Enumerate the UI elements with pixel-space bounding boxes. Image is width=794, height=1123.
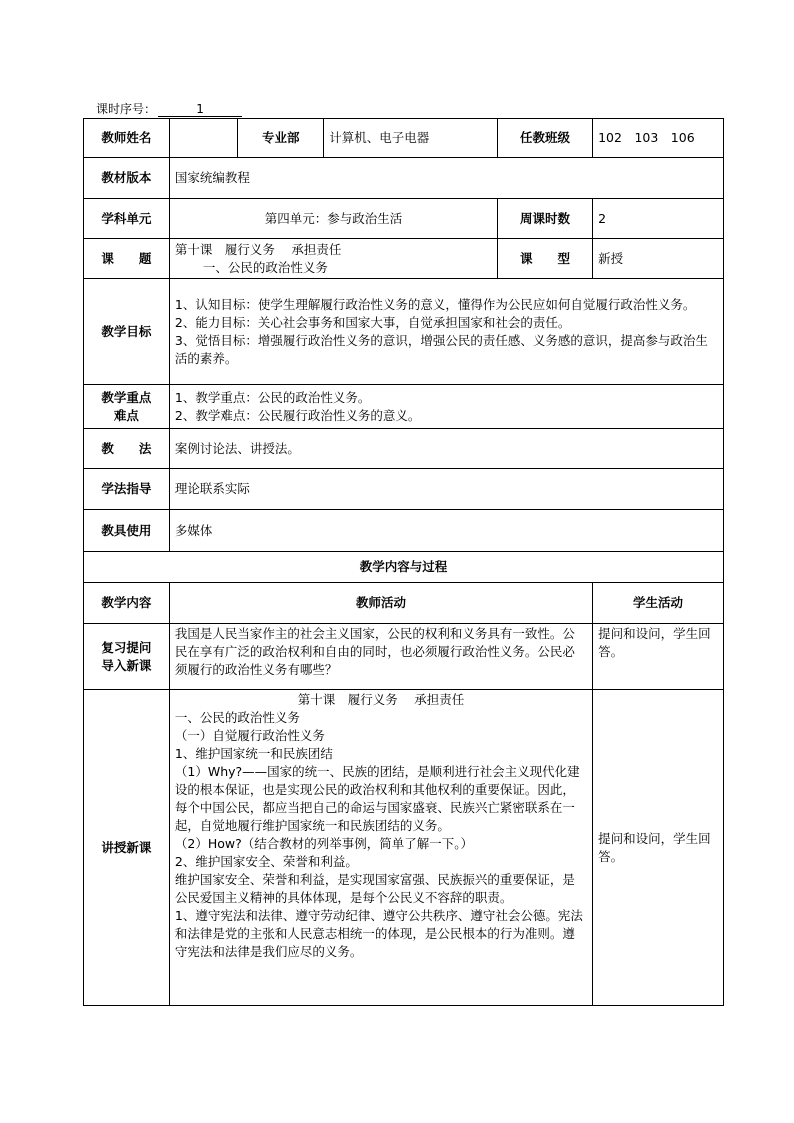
lesson-number-value: 1 xyxy=(158,103,242,117)
unit-label: 学科单元 xyxy=(84,199,170,239)
lesson-number xyxy=(96,100,242,117)
unit-value: 第四单元：参与政治生活 xyxy=(169,199,497,239)
major-value: 计算机、电子电器 xyxy=(324,119,498,158)
keypoints-label-line-2: 难点 xyxy=(113,407,139,423)
lecture-line-7: 维护国家安全、荣誉和利益，是实现国家富强、民族振兴的重要保证，是公民爱国主义精神的具体体现，是每个公民义不容辞的职责。 xyxy=(174,872,575,905)
lecture-title: 第十课 履行义务 承担责任 xyxy=(297,692,465,707)
topic-line-1: 第十课 履行义务 承担责任 xyxy=(174,241,342,257)
method-label: 教 法 xyxy=(84,429,170,469)
goals-label: 教学目标 xyxy=(84,279,170,385)
keypoint-2: 2、教学难点：公民履行政治性义务的意义。 xyxy=(174,407,421,423)
topic-value xyxy=(169,239,497,279)
row-method xyxy=(84,429,724,469)
teacher-label: 教师姓名 xyxy=(84,119,170,158)
col-student-header: 学生活动 xyxy=(593,583,724,624)
tools-value: 多媒体 xyxy=(169,510,723,552)
major-label: 专业部 xyxy=(238,119,324,158)
lecture-line-3: 1、维护国家统一和民族团结 xyxy=(174,746,333,761)
row-teacher xyxy=(84,119,724,158)
row-tools xyxy=(84,510,724,552)
lesson-plan-table xyxy=(83,118,724,1006)
review-student-activity: 提问和设问，学生回答。 xyxy=(593,624,724,690)
lecture-teacher-activity xyxy=(169,690,592,1006)
teacher-value xyxy=(169,119,237,158)
textbook-label: 教材版本 xyxy=(84,158,170,199)
goal-2: 2、能力目标：关心社会事务和国家大事，自觉承担国家和社会的责任。 xyxy=(174,314,571,330)
textbook-value: 国家统编教程 xyxy=(169,158,723,199)
classes-value: 102 103 106 xyxy=(593,119,724,158)
row-topic xyxy=(84,239,724,279)
type-value: 新授 xyxy=(593,239,724,279)
study-label: 学法指导 xyxy=(84,469,170,510)
review-label xyxy=(84,624,170,690)
row-lecture xyxy=(84,690,724,1006)
topic-line-2: 一、公民的政治性义务 xyxy=(202,259,328,275)
section-title: 教学内容与过程 xyxy=(84,552,724,583)
goals-value xyxy=(169,279,723,385)
row-study xyxy=(84,469,724,510)
lecture-line-8: 1、遵守宪法和法律、遵守劳动纪律、遵守公共秩序、遵守社会公德。宪法和法律是党的主张和人民意志相统一的体现，是公民根本的行为准则。遵守宪法和法律是我们应尽的义务。 xyxy=(174,908,583,959)
goal-1: 1、认知目标：使学生理解履行政治性义务的意义，懂得作为公民应如何自觉履行政治性义务。 xyxy=(174,296,696,312)
keypoints-label-line-1: 教学重点 xyxy=(101,389,152,405)
row-textbook xyxy=(84,158,724,199)
review-teacher-activity: 我国是人民当家作主的社会主义国家，公民的权利和义务具有一致性。公民在享有广泛的政治权利和自由的同时，也必须履行政治性义务。公民必须履行的政治性义务有哪些？ xyxy=(169,624,592,690)
lecture-label: 讲授新课 xyxy=(84,690,170,1006)
topic-label: 课 题 xyxy=(84,239,170,279)
lecture-line-6: 2、维护国家安全、荣誉和利益。 xyxy=(174,854,358,869)
classes-label: 任教班级 xyxy=(498,119,593,158)
lecture-line-1: 一、公民的政治性义务 xyxy=(174,710,300,725)
keypoints-value xyxy=(169,385,723,429)
row-keypoints xyxy=(84,385,724,429)
type-label: 课 型 xyxy=(498,239,593,279)
keypoints-label xyxy=(84,385,170,429)
col-teacher-header: 教师活动 xyxy=(169,583,592,624)
keypoint-1: 1、教学重点：公民的政治性义务。 xyxy=(174,389,371,405)
method-value: 案例讨论法、讲授法。 xyxy=(169,429,723,469)
row-process-header xyxy=(84,583,724,624)
goal-3: 3、觉悟目标：增强履行政治性义务的意识，增强公民的责任感、义务感的意识，提高参与政治生活的素养。 xyxy=(174,332,708,366)
weekly-hours-value: 2 xyxy=(593,199,724,239)
col-content-header: 教学内容 xyxy=(84,583,170,624)
lesson-number-label: 课时序号： xyxy=(96,102,157,116)
row-section-title xyxy=(84,552,724,583)
lecture-line-5: （2）How?（结合教材的列举事例，简单了解一下。） xyxy=(174,836,473,851)
row-review xyxy=(84,624,724,690)
weekly-hours-label: 周课时数 xyxy=(498,199,593,239)
lecture-line-4: （1）Why?——国家的统一、民族的团结，是顺利进行社会主义现代化建设的根本保证，也是实现公民的政治权利和其他权利的重要保证。因此，每个中国公民，都应当把自己的命运与国家盛衰、民族兴亡紧密联系在一起，自觉地履行维护国家统一和民族团结的义务。 xyxy=(174,764,580,833)
row-goals xyxy=(84,279,724,385)
study-value: 理论联系实际 xyxy=(169,469,723,510)
review-label-line-1: 复习提问 xyxy=(101,639,152,655)
lecture-student-activity: 提问和设问，学生回答。 xyxy=(593,690,724,1006)
review-label-line-2: 导入新课 xyxy=(101,657,152,673)
tools-label: 教具使用 xyxy=(84,510,170,552)
lecture-line-2: （一）自觉履行政治性义务 xyxy=(174,728,325,743)
row-unit xyxy=(84,199,724,239)
